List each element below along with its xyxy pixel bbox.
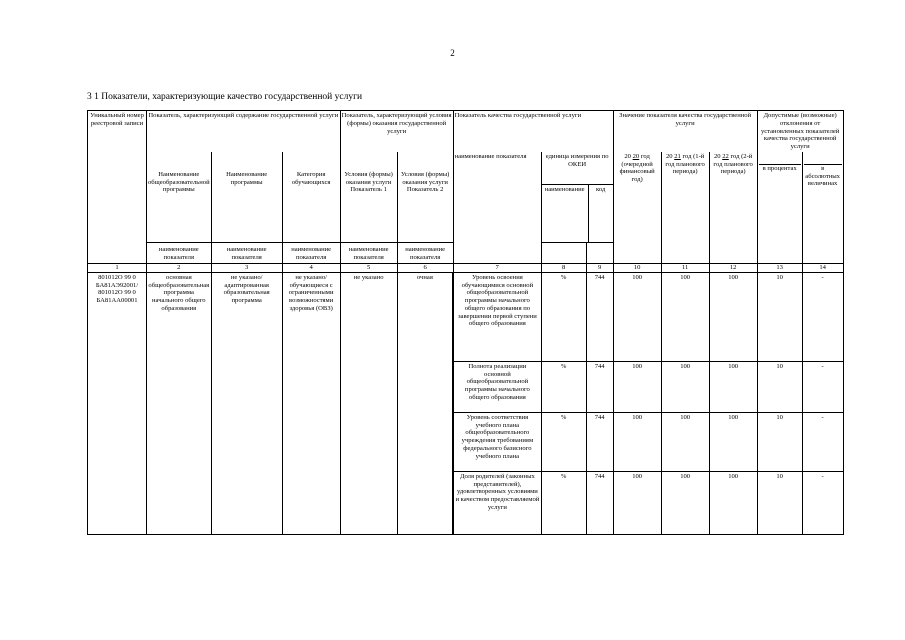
column-number: 12 (709, 263, 757, 272)
column-number: 4 (282, 263, 340, 272)
header-year3-value: 22 (722, 152, 729, 160)
header-year2 (661, 152, 709, 264)
header-indicator-name-3: наименование показателя (211, 242, 282, 263)
column-number: 10 (613, 263, 661, 272)
indicator-value-year2: 100 (661, 361, 709, 412)
header-condition1-label: Условия (формы) оказания услуги Показатель 1 (344, 170, 393, 194)
header-year3-suffix: год (2-й год планового периода) (713, 152, 753, 176)
indicator-dev-absolute: - (802, 471, 843, 534)
header-value-group: Значение показателя качества государственной услуги (613, 111, 757, 152)
header-unit-spacer-a (541, 242, 586, 263)
program-value: не указано/ адаптированная образовательная программа (211, 272, 282, 534)
indicator-name: Уровень соответствия учебного плана общеобразовательного учреждения требованиям федерального базисного учебного плана (453, 412, 541, 471)
header-unit-okei-label: единица измерения по ОКЕИ (545, 152, 609, 168)
header-year1-prefix: 20 (624, 152, 631, 160)
header-year3-prefix: 20 (713, 152, 721, 160)
condition1-value: не указано (340, 272, 397, 534)
header-content-group: Показатель, характеризующий содержание государственной услуги (147, 111, 341, 152)
indicator-value-year3: 100 (709, 361, 757, 412)
indicator-value-year1: 100 (613, 272, 661, 361)
header-dev-percent-label: в процентах (759, 164, 801, 173)
column-number: 7 (453, 263, 541, 272)
indicator-dev-percent: 10 (757, 412, 802, 471)
header-condition2 (397, 152, 453, 243)
header-year2-prefix: 20 (665, 152, 673, 160)
header-category (282, 152, 340, 243)
indicator-name: Доля родителей (законных представителей), удовлетворенных условиями и качеством предоставляемой услуги (453, 471, 541, 534)
indicator-code: 744 (586, 272, 613, 361)
indicator-dev-percent: 10 (757, 471, 802, 534)
header-program-label: Наименование программы (226, 170, 268, 186)
indicator-value-year2: 100 (661, 471, 709, 534)
indicator-value-year2: 100 (661, 412, 709, 471)
header-edu-program-label: Наименование общеобразовательной программы (148, 170, 210, 194)
column-number: 1 (88, 263, 147, 272)
header-program (211, 152, 282, 243)
header-condition2-label: Условия (формы) оказания услуги Показатель 2 (400, 170, 450, 194)
header-indicator-name-top: наименование показателя (453, 152, 541, 264)
column-number: 13 (757, 263, 802, 272)
column-number: 8 (541, 263, 586, 272)
section-title: 3 1 Показатели, характеризующие качество государственной услуги (87, 92, 363, 102)
indicator-dev-absolute: - (802, 412, 843, 471)
header-year2-value: 21 (674, 152, 681, 160)
header-year3 (709, 152, 757, 264)
header-dev-absolute (802, 152, 843, 264)
header-dev-percent (757, 152, 802, 264)
category-value: не указано/ обучающиеся с ограниченными возможностями здоровья (ОВЗ) (282, 272, 340, 534)
header-year2-suffix: год (1-й год планового периода) (665, 152, 705, 176)
indicator-code: 744 (586, 412, 613, 471)
indicator-dev-absolute: - (802, 272, 843, 361)
edu-program-value: основная общеобразовательная программа начального общего образования (147, 272, 212, 534)
column-number: 9 (586, 263, 613, 272)
registry-number: 801012О 99 0 БА81АЭ92001/ 801012О 99 0 БА81АА00001 (88, 272, 147, 534)
indicator-value-year3: 100 (709, 412, 757, 471)
header-dev-absolute-label: в абсолютных величинах (805, 164, 840, 188)
header-row-1 (88, 111, 844, 152)
header-unique-number: Уникальный номер реестровой записи (88, 111, 147, 264)
header-unit-okei (541, 152, 613, 243)
indicator-unit: % (541, 361, 586, 412)
header-conditions-group: Показатель, характеризующий условия (формы) оказания государственной услуги (340, 111, 453, 152)
header-condition1 (340, 152, 397, 243)
indicator-value-year1: 100 (613, 471, 661, 534)
header-deviation-group: Допустимые (возможные) отклонения от установленных показателей качества государственной услуги (757, 111, 843, 152)
indicator-value-year1: 100 (613, 412, 661, 471)
indicator-row (88, 272, 844, 361)
header-unit-spacer-b (586, 242, 613, 263)
indicator-dev-percent: 10 (757, 272, 802, 361)
header-row-2 (88, 152, 844, 243)
header-unit-name: наименование (542, 185, 589, 242)
indicator-code: 744 (586, 361, 613, 412)
indicator-value-year1: 100 (613, 361, 661, 412)
column-number: 14 (802, 263, 843, 272)
header-indicator-name-2: наименование показателя (147, 242, 212, 263)
column-number: 11 (661, 263, 709, 272)
quality-indicators-table (87, 110, 844, 535)
indicator-unit: % (541, 272, 586, 361)
indicator-value-year3: 100 (709, 471, 757, 534)
indicator-value-year2: 100 (661, 272, 709, 361)
header-unit-subrow (542, 184, 613, 242)
header-year1 (613, 152, 661, 264)
header-edu-program (147, 152, 212, 243)
page-number: 2 (450, 48, 455, 58)
header-indicator-name-6: наименование показателя (397, 242, 453, 263)
indicator-dev-absolute: - (802, 361, 843, 412)
indicator-name: Уровень освоения обучающимися основной общеобразовательной программы начального общего образования по завершении первой ступени общего образования (453, 272, 541, 361)
header-indicator-name-4: наименование показателя (282, 242, 340, 263)
indicator-unit: % (541, 412, 586, 471)
column-number-row (88, 263, 844, 272)
condition2-value: очная (397, 272, 453, 534)
header-unit-code: код (595, 185, 606, 193)
header-year1-value: 20 (632, 152, 640, 160)
header-category-label: Категория обучающихся (291, 170, 331, 186)
column-number: 3 (211, 263, 282, 272)
header-indicator-name-5: наименование показателя (340, 242, 397, 263)
column-number: 2 (147, 263, 212, 272)
header-quality-group: Показатель качества государственной услуги (453, 111, 613, 152)
indicator-value-year3: 100 (709, 272, 757, 361)
indicator-name: Полнота реализации основной общеобразовательной программы начального общего образования (453, 361, 541, 412)
column-number: 5 (340, 263, 397, 272)
header-year1-suffix: год (очередной финансовый год) (619, 152, 655, 184)
column-number: 6 (397, 263, 453, 272)
indicator-code: 744 (586, 471, 613, 534)
indicator-dev-percent: 10 (757, 361, 802, 412)
indicator-unit: % (541, 471, 586, 534)
